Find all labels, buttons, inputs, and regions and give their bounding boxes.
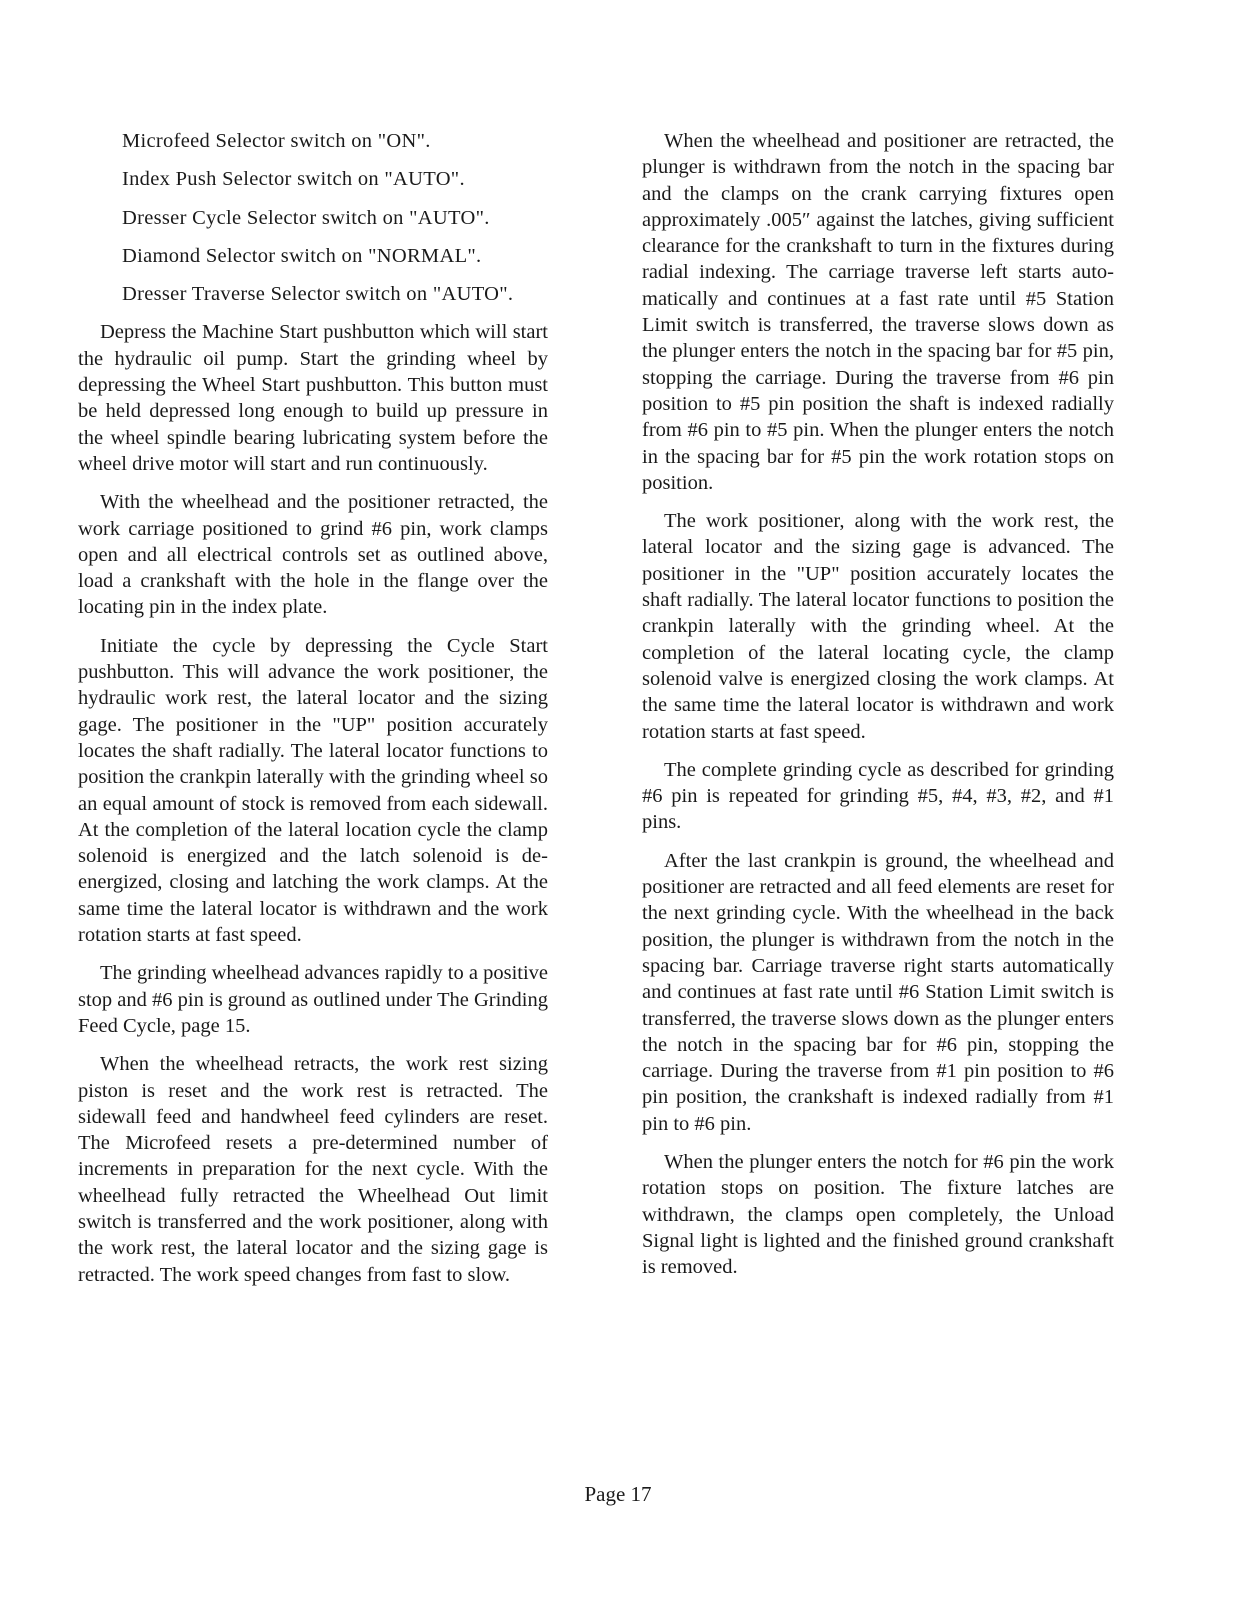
left-column bbox=[78, 128, 548, 1300]
setting-dresser-traverse-selector: Dresser Traverse Selector switch on "AUTO". bbox=[122, 283, 514, 306]
paragraph-repeat-cycle: The complete grinding cycle as described for grinding #6 pin is repeated for grinding #5, #4, #3, #2, and #1 pins. bbox=[642, 758, 1114, 834]
paragraph-wheelhead-retract: When the wheelhead retracts, the work rest sizing piston is reset and the work rest is retracted. The sidewall feed and handwheel feed cylinders are reset. The Microfeed resets a pre-determined number of increments in preparation for the next cycle. With the wheelhead fully retracted the Wheelhead Out limit switch is transferred and the work positioner, along with the work rest, the lateral locator and the sizing gage is retracted. The work speed changes from fast to slow. bbox=[78, 1053, 548, 1286]
right-column bbox=[642, 128, 1114, 1292]
paragraph-radial-indexing: When the wheelhead and positioner are retracted, the plunger is withdrawn from the notch in the spacing bar and the clamps on the crank carrying fixtures open approximately .005″ against the latches, giving sufficient clearance for the crankshaft to turn in the fixtures during radial indexing. The carriage traverse left starts automatically and continues at a fast rate until #5 Station Limit switch is transferred, the traverse slows down as the plunger enters the notch in the spacing bar for #5 pin, stopping the carriage. During the traverse from #6 pin position to #5 pin position the shaft is indexed radially from #6 pin to #5 pin. When the plunger enters the notch in the spacing bar for #5 pin the work rotation stops on position. bbox=[642, 130, 1114, 494]
paragraph-load-crankshaft: With the wheelhead and the positioner retracted, the work carriage positioned to grind #6 pin, work clamps open and all electrical controls set as outlined above, load a crankshaft with the hole in the flange over the locating pin in the index plate. bbox=[78, 491, 548, 619]
paragraph-unload: When the plunger enters the notch for #6 pin the work rotation stops on position. The fixture latches are withdrawn, the clamps open completely, the Unload Signal light is lighted and the finished ground crankshaft is removed. bbox=[642, 1150, 1114, 1279]
setting-dresser-cycle-selector: Dresser Cycle Selector switch on "AUTO". bbox=[122, 206, 490, 229]
paragraph-wheelhead-advance: The grinding wheelhead advances rapidly to a positive stop and #6 pin is ground as outlined under The Grinding Feed Cycle, page 15. bbox=[78, 962, 549, 1037]
setting-index-push-selector: Index Push Selector switch on "AUTO". bbox=[122, 168, 465, 191]
paragraph-initiate-cycle: Initiate the cycle by depressing the Cycle Start pushbutton. This will advance the work positioner, the hydraulic work rest, the lateral locator and the sizing gage. The positioner in the "UP" position accurately locates the shaft radially. The lateral locator functions to position the crankpin laterally with the grinding wheel so an equal amount of stock is removed from each sidewall. At the completion of the lateral location cycle the clamp solenoid is energized and the latch solenoid is de-energized, closing and latching the work clamps. At the same time the lateral locator is withdrawn and the work rotation starts at fast speed. bbox=[78, 634, 548, 947]
paragraph-last-crankpin: After the last crankpin is ground, the wheelhead and positioner are retracted and all feed elements are reset for the next grinding cycle. With the wheelhead in the back position, the plunger is withdrawn from the notch in the spacing bar. Carriage traverse right starts automatically and continues at fast rate until #6 Station Limit switch is transferred, the traverse slows down as the plunger enters the notch in the spacing bar for #6 pin, stopping the carriage. During the traverse from #1 pin position to #6 pin position, the crankshaft is indexed radially from #1 pin to #6 pin. bbox=[642, 849, 1114, 1135]
setting-diamond-selector: Diamond Selector switch on "NORMAL". bbox=[122, 244, 482, 267]
paragraph-machine-start: Depress the Machine Start pushbutton which will start the hydraulic oil pump. Start the grinding wheel by depressing the Wheel Start pushbutton. This button must be held depressed long enough to build up pressure in the wheel spindle bearing lubricating system before the wheel drive motor will start and run continuously. bbox=[78, 321, 548, 475]
page-number: Page 17 bbox=[584, 1482, 652, 1506]
paragraph-positioner-advance: The work positioner, along with the work rest, the lateral locator and the sizing gage is advanced. The positioner in the "UP" position accurately locates the shaft radially. The lateral locator functions to position the crankpin laterally with the grinding wheel. At the completion of the lateral locating cycle, the clamp solenoid valve is energized closing the work clamps. At the same time the lateral locator is withdrawn and work rotation starts at fast speed. bbox=[642, 510, 1114, 743]
setting-microfeed-selector: Microfeed Selector switch on "ON". bbox=[122, 130, 431, 152]
